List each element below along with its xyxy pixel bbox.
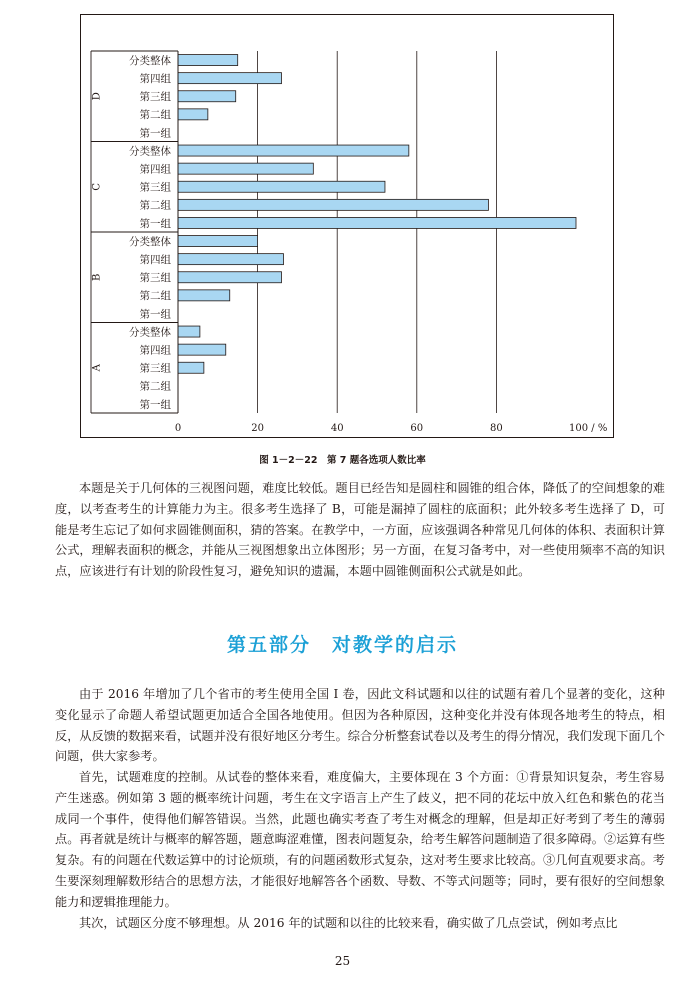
section-title: 第五部分 对教学的启示 [226,634,458,656]
paragraph-intro: 由于 2016 年增加了几个省市的考生使用全国 I 卷，因此文科试题和以往的试题有着几个显著的变化，这种变化显示了命题人希望试题更加适合全国各地使用。但因为各种原因，这种变化并没有体现各地考生的特点，相反，从反馈的数据来看，试题并没有很好地区分考生。综合分析整套试卷以及考生的得分情况，我们发现下面几个问题，供大家参考。 [55,687,665,764]
bar-D-1 [178,55,238,66]
category-label: 第二组 [139,380,171,393]
category-label: 第一组 [139,127,171,140]
category-label: 第四组 [139,344,171,357]
category-label: 第二组 [139,109,171,122]
bar-B-3 [178,272,281,283]
category-label: 第三组 [139,272,171,285]
category-label: 第四组 [139,163,171,176]
category-label: 第一组 [139,308,171,321]
figure-caption: 图 1－2－22 第 7 题各选项人数比率 [259,455,426,466]
paragraph-discrimination: 其次，试题区分度不够理想。从 2016 年的试题和以往的比较来看，确实做了几点尝试，例如考点比 [79,916,618,930]
category-label: 第三组 [139,181,171,194]
bar-A-1 [178,326,200,337]
category-label: 第一组 [139,398,171,411]
bar-B-4 [178,290,230,301]
bar-B-2 [178,254,283,265]
group-label-B: B [91,273,103,281]
x-tick-label: 80 [490,423,503,434]
x-tick-label: 100 / % [569,423,608,434]
x-tick-label: 40 [330,423,344,434]
group-label-C: C [91,182,103,191]
category-label: 第一组 [139,217,171,230]
bar-C-1 [178,145,409,156]
bar-C-4 [178,199,488,210]
bar-D-3 [178,91,236,102]
category-label: 第四组 [139,72,171,85]
paragraph-difficulty: 首先，试题难度的控制。从试卷的整体来看，难度偏大，主要体现在 3 个方面：①背景知识复杂，考生容易产生迷惑。例如第 3 题的概率统计问题，考生在文字语言上产生了歧义，把不同的花坛中放入红色和紫色的花当成同一个事件，使得他们解答错误。当然，此题也确实考查了考生对概念的理解，但是却正好考到了考生的薄弱点。再者就是统计与概率的解答题，题意晦涩难懂，图表问题复杂，给考生解答问题制造了很多障碍。②运算有些复杂。有的问题在代数运算中的讨论烦琐，有的问题函数形式复杂，这对考生要求比较高。③几何直观要求高。考生要深刻理解数形结合的思想方法，才能很好地解答各个函数、导数、不等式问题等；同时，要有很好的空间想象能力和逻辑推理能力。 [55,770,665,909]
bar-C-5 [178,217,576,228]
bar-A-3 [178,362,204,373]
x-tick-label: 60 [410,423,424,434]
category-label: 第二组 [139,290,171,303]
category-label: 第二组 [139,199,171,212]
bar-B-1 [178,236,258,247]
x-tick-label: 0 [174,423,182,434]
category-label: 分类整体 [129,235,171,248]
category-label: 第四组 [139,253,171,266]
page-number: 25 [334,954,351,968]
group-label-D: D [91,92,103,101]
bar-D-4 [178,109,208,120]
category-label: 分类整体 [129,326,171,339]
paragraph-analysis: 本题是关于几何体的三视图问题，难度比较低。题目已经告知是圆柱和圆锥的组合体，降低了的空间想象的难度，以考查考生的计算能力为主。很多考生选择了 B，可能是漏掉了圆柱的底面积；此外较多考生选择了 D，可能是考生忘记了如何求圆锥侧面积，猜的答案。在教学中，一方面，应该强调各种常见几何体的体积、表面积计算公式，理解表面积的概念，并能从三视图想象出立体图形；另一方面，在复习备考中，对一些使用频率不高的知识点，应该进行有计划的阶段性复习，避免知识的遗漏，本题中圆锥侧面积公式就是如此。 [55,481,665,579]
chart-canvas [81,15,613,437]
bar-chart [80,14,614,438]
bar-C-3 [178,181,385,192]
category-label: 第三组 [139,91,171,104]
category-label: 分类整体 [129,54,171,67]
category-label: 第三组 [139,362,171,375]
category-label: 分类整体 [129,145,171,158]
bar-A-2 [178,344,226,355]
bar-C-2 [178,163,313,174]
bar-D-2 [178,73,281,84]
group-label-A: A [91,364,103,372]
x-tick-label: 20 [251,423,264,434]
